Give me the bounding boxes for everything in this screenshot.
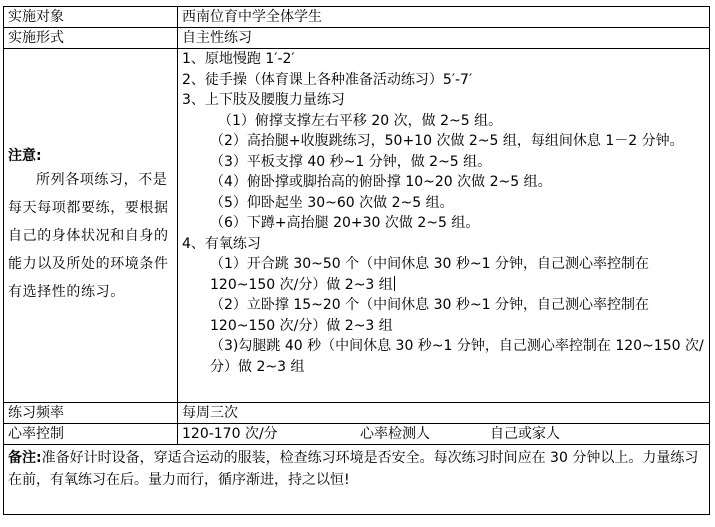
aerobic-sub-1 <box>182 254 705 295</box>
strength-sub-6: （6）下蹲+高抬腿 20+30 次做 2~5 组。 <box>210 215 480 231</box>
training-plan-table <box>3 6 710 515</box>
target-row <box>4 7 710 28</box>
form-row <box>4 28 710 49</box>
exercise-item-4: 4、有氧练习 <box>182 235 261 252</box>
frequency-value: 每周三次 <box>178 403 710 424</box>
heart-rate-monitor-value: 自己或家人 <box>490 426 560 442</box>
remark-label: 备注: <box>8 450 42 466</box>
exercise-item-2: 2、徒手操（体育课上各种准备活动练习）5′-7′ <box>182 71 473 88</box>
strength-sub-1: （1）俯撑支撑左右平移 20 次，做 2~5 组。 <box>218 112 503 129</box>
target-label: 实施对象 <box>4 7 178 28</box>
frequency-row <box>4 403 710 424</box>
remark-cell <box>4 445 710 515</box>
remark-text: 准备好计时设备，穿适合运动的服装，检查练习环境是否安全。每次练习时间应在 30 分钟以上。力量练习在前，有氧练习在后。量力而行，循序渐进，持之以恒! <box>8 450 699 488</box>
strength-sub-3: （3）平板支撑 40 秒~1 分钟，做 2~5 组。 <box>210 153 492 170</box>
aerobic-sub-1-text: （1）开合跳 30~50 个（中间休息 30 秒~1 分钟，自己测心率控制在 120~150 次/分）做 2~3 组 <box>210 256 649 293</box>
frequency-label: 练习频率 <box>4 403 178 424</box>
heart-rate-value: 120-170 次/分 <box>182 426 278 442</box>
note-body: 所列各项练习，不是每天每项都要练，要根据自己的身体状况和自身的能力以及所处的环境条件有选择性的练习。 <box>8 171 169 300</box>
heart-rate-row <box>4 424 710 445</box>
aerobic-sub-3: （3)勾腿跳 40 秒（中间休息 30 秒~1 分钟，自己测心率控制在 120~150 次/分）做 2~3 组 <box>210 338 704 375</box>
heart-rate-monitor-label: 心率检测人 <box>360 426 430 442</box>
exercise-row <box>4 49 710 403</box>
note-title: 注意: <box>8 147 42 164</box>
strength-sub-2: （2）高抬腿+收腹跳练习，50+10 次做 2~5 组，每组间休息 1－2 分钟。 <box>210 133 684 149</box>
form-value: 自主性练习 <box>178 28 710 49</box>
form-label: 实施形式 <box>4 28 178 49</box>
text-cursor <box>394 276 395 291</box>
aerobic-sub-2: （2）立卧撑 15~20 个（中间休息 30 秒~1 分钟，自己测心率控制在 120~150 次/分）做 2~3 组 <box>210 297 649 334</box>
heart-rate-cell <box>178 424 710 445</box>
exercise-list <box>178 49 710 403</box>
heart-rate-label: 心率控制 <box>4 424 178 445</box>
strength-sub-5: （5）仰卧起坐 30~60 次做 2~5 组。 <box>210 194 454 211</box>
strength-sub-4: （4）俯卧撑或脚抬高的俯卧撑 10~20 次做 2~5 组。 <box>210 174 552 190</box>
remark-row <box>4 445 710 515</box>
note-cell <box>4 49 178 403</box>
exercise-item-3: 3、上下肢及腰腹力量练习 <box>182 92 345 108</box>
target-value: 西南位育中学全体学生 <box>178 7 710 28</box>
exercise-item-1: 1、原地慢跑 1′-2′ <box>182 51 295 67</box>
